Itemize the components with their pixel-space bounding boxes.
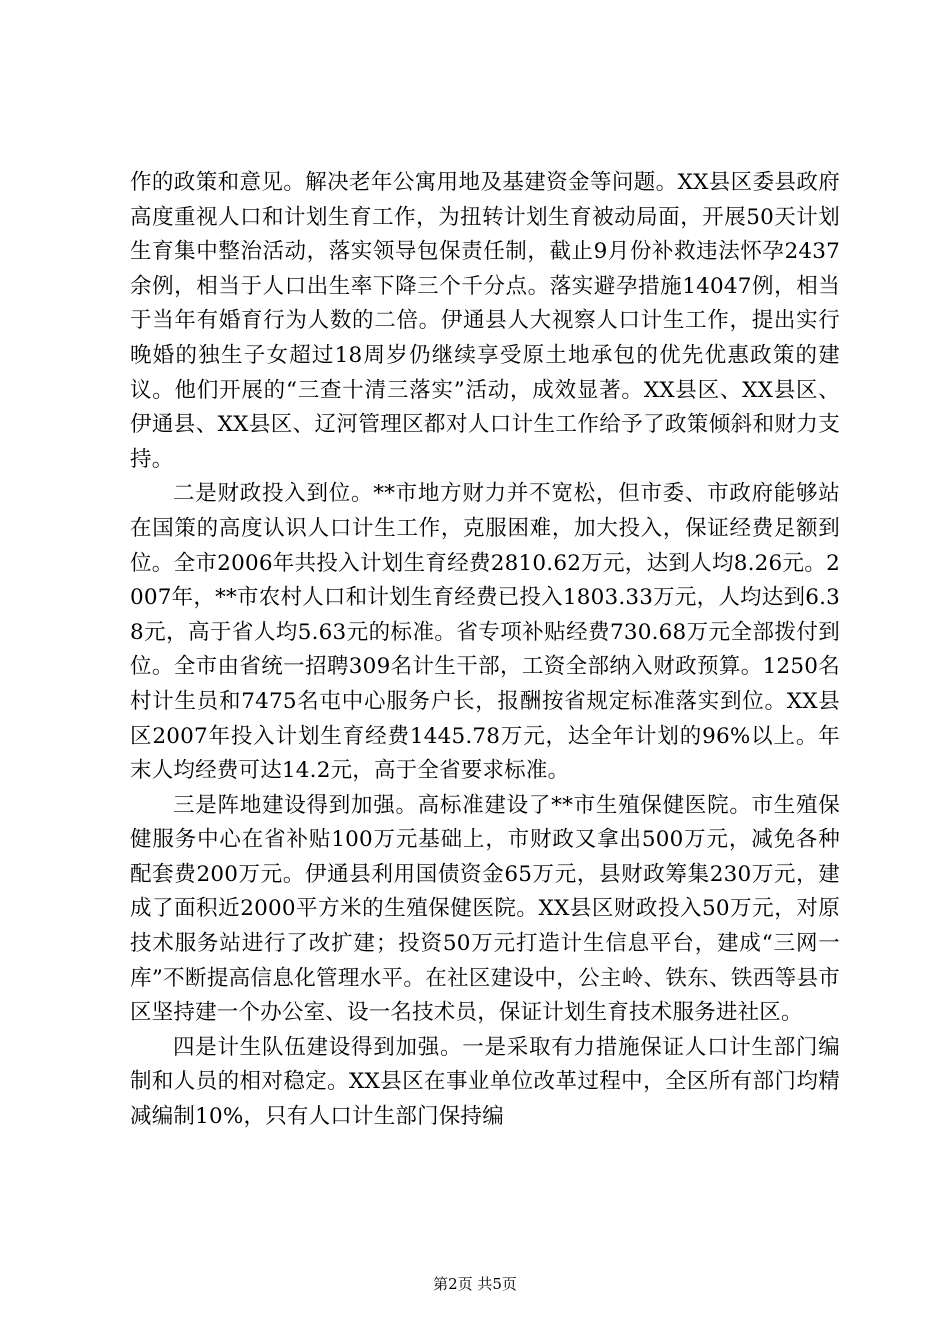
page-footer — [0, 1274, 950, 1294]
page-number-label: 第2页 共5页 — [433, 1275, 517, 1293]
paragraph-finance: 二是财政投入到位。**市地方财力并不宽松，但市委、市政府能够站在国策的高度认识人口计生工作，克服困难，加大投入，保证经费足额到位。全市2006年共投入计划生育经费2810.62万元，达到人均8.26元。2007年，**市农村人口和计划生育经费已投入1803.33万元，人均达到6.38元，高于省人均5.63元的标准。省专项补贴经费730.68万元全部拨付到位。全市由省统一招聘309名计生干部，工资全部纳入财政预算。1250名村计生员和7475名屯中心服务户长，报酬按省规定标准落实到位。XX县区2007年投入计划生育经费1445.78万元，达全年计划的96%以上。年末人均经费可达14.2元，高于全省要求标准。 — [130, 481, 840, 784]
paragraph-facilities: 三是阵地建设得到加强。高标准建设了**市生殖保健医院。市生殖保健服务中心在省补贴100万元基础上，市财政又拿出500万元，减免各种配套费200万元。伊通县利用国债资金65万元，县财政筹集230万元，建成了面积近2000平方米的生殖保健医院。XX县区财政投入50万元，对原技术服务站进行了改扩建；投资50万元打造计生信息平台，建成“三网一库”不断提高信息化管理水平。在社区建设中，公主岭、铁东、铁西等县市区坚持建一个办公室、设一名技术员，保证计划生育技术服务进社区。 — [130, 792, 840, 1026]
paragraph-staff: 四是计生队伍建设得到加强。一是采取有力措施保证人口计生部门编制和人员的相对稳定。XX县区在事业单位改革过程中，全区所有部门均精减编制10%，只有人口计生部门保持编 — [130, 1034, 840, 1130]
body-text — [130, 166, 840, 1135]
paragraph-continuation: 作的政策和意见。解决老年公寓用地及基建资金等问题。XX县区委县政府高度重视人口和计划生育工作，为扭转计划生育被动局面，开展50天计划生育集中整治活动，落实领导包保责任制，截止9月份补救违法怀孕2437余例，相当于人口出生率下降三个千分点。落实避孕措施14047例，相当于当年有婚育行为人数的二倍。伊通县人大视察人口计生工作，提出实行晚婚的独生子女超过18周岁仍继续享受原土地承包的优先优惠政策的建议。他们开展的“三查十清三落实”活动，成效显著。XX县区、XX县区、伊通县、XX县区、辽河管理区都对人口计生工作给予了政策倾斜和财力支持。 — [130, 170, 840, 472]
